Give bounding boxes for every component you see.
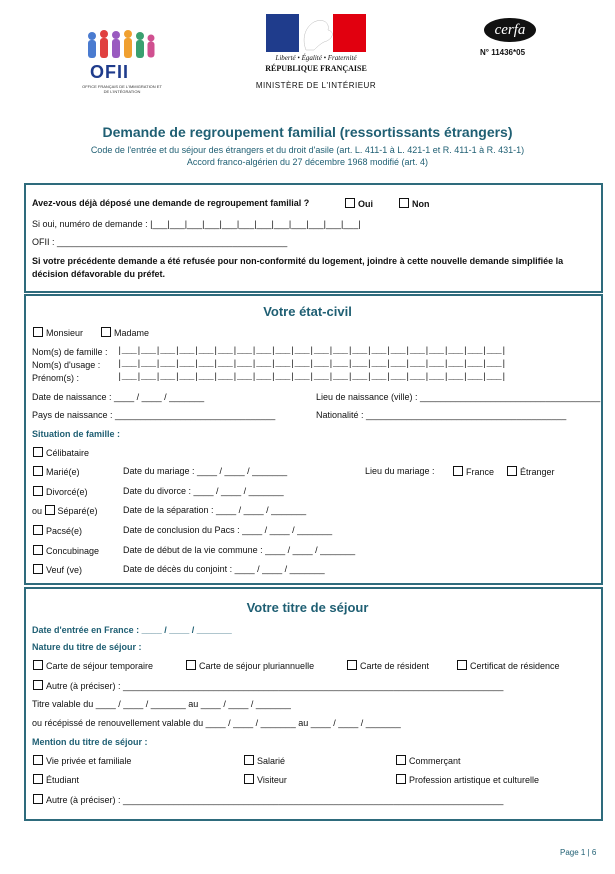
date-vie-commune-field[interactable]: Date de début de la vie commune : ____ / ____ / _______	[123, 545, 356, 555]
monsieur-checkbox[interactable]	[33, 327, 43, 337]
certificat-label: Certificat de résidence	[470, 661, 560, 671]
profession-label: Profession artistique et culturelle	[409, 775, 540, 785]
madame-option[interactable]	[101, 327, 149, 338]
mention-title: Mention du titre de séjour :	[32, 737, 148, 747]
pays-naissance-field[interactable]: Pays de naissance : ________________________________	[32, 410, 276, 420]
etudiant-checkbox[interactable]	[33, 774, 43, 784]
etranger-label: Étranger	[520, 467, 555, 477]
non-checkbox[interactable]	[399, 198, 409, 208]
page-subtitle-2: Accord franco-algérien du 27 décembre 1968 modifié (art. 4)	[186, 157, 429, 167]
visiteur-checkbox[interactable]	[244, 774, 254, 784]
salarie-option[interactable]	[244, 755, 285, 766]
profession-option[interactable]	[396, 774, 539, 785]
date-mariage-field[interactable]: Date du mariage : ____ / ____ / _______	[123, 466, 288, 476]
etudiant-option[interactable]	[33, 774, 79, 785]
concubinage-option[interactable]	[33, 545, 99, 556]
non-option[interactable]	[399, 198, 430, 209]
page-subtitle-1: Code de l'entrée et du séjour des étrangers et du droit d'asile (art. L. 411-1 à L. 421-1 et R. 411-1 à R. 431-1)	[90, 145, 525, 155]
page-title: Demande de regroupement familial (ressortissants étrangers)	[102, 124, 513, 140]
autre-nature-field[interactable]: Autre (à préciser) : ____________________________________________________________________________	[46, 681, 504, 691]
vie-privee-checkbox[interactable]	[33, 755, 43, 765]
visiteur-label: Visiteur	[257, 775, 287, 785]
etranger-option[interactable]	[507, 466, 555, 477]
non-label: Non	[412, 199, 430, 209]
marie-option[interactable]	[33, 466, 80, 477]
oui-option[interactable]	[345, 198, 373, 209]
divorce-label: Divorcé(e)	[46, 487, 88, 497]
ofii-logo-text: OFII	[90, 62, 129, 82]
carte-pluriannuelle-option[interactable]	[186, 660, 314, 671]
date-pacs-field[interactable]: Date de conclusion du Pacs : ____ / ____ / _______	[123, 525, 333, 535]
date-divorce-field[interactable]: Date du divorce : ____ / ____ / _______	[123, 486, 284, 496]
vie-privee-option[interactable]	[33, 755, 131, 766]
marianne-icon	[266, 14, 366, 52]
france-label: France	[466, 467, 495, 477]
autre-nature-option[interactable]	[33, 680, 503, 691]
oui-label: Oui	[358, 199, 373, 209]
oui-checkbox[interactable]	[345, 198, 355, 208]
carte-resident-option[interactable]	[347, 660, 429, 671]
previous-request-question: Avez-vous déjà déposé une demande de regroupement familial ?	[32, 198, 310, 208]
celibataire-checkbox[interactable]	[33, 447, 43, 457]
cerfa-number: N° 11436*05	[480, 48, 526, 57]
nationalite-field[interactable]: Nationalité : ________________________________________	[316, 410, 567, 420]
pacse-label: Pacsé(e)	[46, 526, 83, 536]
ofii-logo	[82, 26, 162, 106]
celibataire-label: Célibataire	[46, 448, 90, 458]
madame-label: Madame	[114, 328, 150, 338]
visiteur-option[interactable]	[244, 774, 287, 785]
carte-resident-label: Carte de résident	[360, 661, 430, 671]
date-entree-field[interactable]: Date d'entrée en France : ____ / ____ / _______	[32, 625, 232, 635]
cerfa-text: cerfa	[494, 22, 526, 38]
profession-checkbox[interactable]	[396, 774, 406, 784]
marie-label: Marié(e)	[46, 467, 80, 477]
ou-label: ou	[32, 506, 43, 516]
marie-checkbox[interactable]	[33, 466, 43, 476]
request-number-field[interactable]: Si oui, numéro de demande : |___|___|___|___|___|___|___|___|___|___|___|___|	[32, 219, 361, 229]
ofii-field[interactable]: OFII : ______________________________________________	[32, 237, 288, 247]
carte-temporaire-checkbox[interactable]	[33, 660, 43, 670]
separe-option[interactable]	[32, 505, 98, 516]
carte-pluriannuelle-label: Carte de séjour pluriannuelle	[199, 661, 315, 671]
salarie-checkbox[interactable]	[244, 755, 254, 765]
carte-temporaire-option[interactable]	[33, 660, 153, 671]
lieu-naissance-field[interactable]: Lieu de naissance (ville) : ____________________________________	[316, 392, 601, 402]
marianne-logo	[266, 14, 366, 54]
recepisse-field[interactable]: ou récépissé de renouvellement valable du ____ / ____ / _______ au ____ / ____ / _______	[32, 718, 401, 728]
page-number: Page 1 | 6	[560, 848, 597, 857]
nature-title: Nature du titre de séjour :	[32, 642, 142, 652]
certificat-checkbox[interactable]	[457, 660, 467, 670]
lieu-mariage-label: Lieu du mariage :	[365, 466, 435, 476]
carte-pluriannuelle-checkbox[interactable]	[186, 660, 196, 670]
autre-nature-checkbox[interactable]	[33, 680, 43, 690]
date-separation-field[interactable]: Date de la séparation : ____ / ____ / _______	[123, 505, 307, 515]
vie-privee-label: Vie privée et familiale	[46, 756, 132, 766]
concubinage-label: Concubinage	[46, 546, 100, 556]
date-naissance-field[interactable]: Date de naissance : ____ / ____ / _______	[32, 392, 205, 402]
refusal-note: Si votre précédente demande a été refusée pour non-conformité du logement, joindre à cette nouvelle demande simplifiée la	[32, 256, 564, 266]
nom-usage-label: Nom(s) d'usage :	[32, 360, 101, 370]
etudiant-label: Étudiant	[46, 775, 80, 785]
ministry-label: MINISTÈRE DE L'INTÉRIEUR	[255, 81, 377, 90]
prenoms-cells[interactable]: |___|___|___|___|___|___|___|___|___|___|___|___|___|___|___|___|___|___|___|___|	[117, 372, 506, 382]
pacse-checkbox[interactable]	[33, 525, 43, 535]
pacse-option[interactable]	[33, 525, 82, 536]
veuf-label: Veuf (ve)	[46, 565, 83, 575]
divorce-option[interactable]	[33, 486, 88, 497]
ofii-subtext: OFFICE FRANÇAIS DE L'IMMIGRATION ET DE L'INTÉGRATION	[82, 84, 162, 94]
date-deces-field[interactable]: Date de décès du conjoint : ____ / ____ / _______	[123, 564, 325, 574]
nom-usage-cells[interactable]: |___|___|___|___|___|___|___|___|___|___|___|___|___|___|___|___|___|___|___|___|	[117, 359, 506, 369]
salarie-label: Salarié	[257, 756, 286, 766]
titre-sejour-title: Votre titre de séjour	[246, 600, 369, 615]
separe-checkbox[interactable]	[45, 505, 55, 515]
celibataire-option[interactable]	[33, 447, 89, 458]
veuf-option[interactable]	[33, 564, 82, 575]
motto: Liberté • Égalité • Fraternité	[275, 54, 357, 62]
madame-checkbox[interactable]	[101, 327, 111, 337]
etat-civil-title: Votre état-civil	[263, 304, 352, 319]
nom-famille-cells[interactable]: |___|___|___|___|___|___|___|___|___|___|___|___|___|___|___|___|___|___|___|___|	[117, 346, 506, 356]
republic-label: RÉPUBLIQUE FRANÇAISE	[265, 64, 367, 73]
commercant-checkbox[interactable]	[396, 755, 406, 765]
autre-mention-field[interactable]: Autre (à préciser) : ____________________________________________________________________________	[46, 795, 504, 805]
etranger-checkbox[interactable]	[507, 466, 517, 476]
concubinage-checkbox[interactable]	[33, 545, 43, 555]
monsieur-label: Monsieur	[46, 328, 84, 338]
commercant-label: Commerçant	[409, 756, 461, 766]
divorce-checkbox[interactable]	[33, 486, 43, 496]
situation-famille-title: Situation de famille :	[32, 429, 121, 439]
refusal-note-2: décision défavorable du préfet.	[32, 269, 166, 279]
commercant-option[interactable]	[396, 755, 461, 766]
separe-label: Séparé(e)	[57, 506, 98, 516]
nom-famille-label: Nom(s) de famille :	[32, 347, 108, 357]
carte-temporaire-label: Carte de séjour temporaire	[46, 661, 154, 671]
certificat-option[interactable]	[457, 660, 560, 671]
prenoms-label: Prénom(s) :	[32, 373, 80, 383]
france-checkbox[interactable]	[453, 466, 463, 476]
veuf-checkbox[interactable]	[33, 564, 43, 574]
carte-resident-checkbox[interactable]	[347, 660, 357, 670]
ofii-people-icon	[82, 26, 162, 66]
france-option[interactable]	[453, 466, 494, 477]
autre-mention-checkbox[interactable]	[33, 794, 43, 804]
autre-mention-option[interactable]	[33, 794, 503, 805]
monsieur-option[interactable]	[33, 327, 83, 338]
cerfa-logo	[484, 18, 536, 42]
titre-valable-field[interactable]: Titre valable du ____ / ____ / _______ au ____ / ____ / _______	[32, 699, 291, 709]
